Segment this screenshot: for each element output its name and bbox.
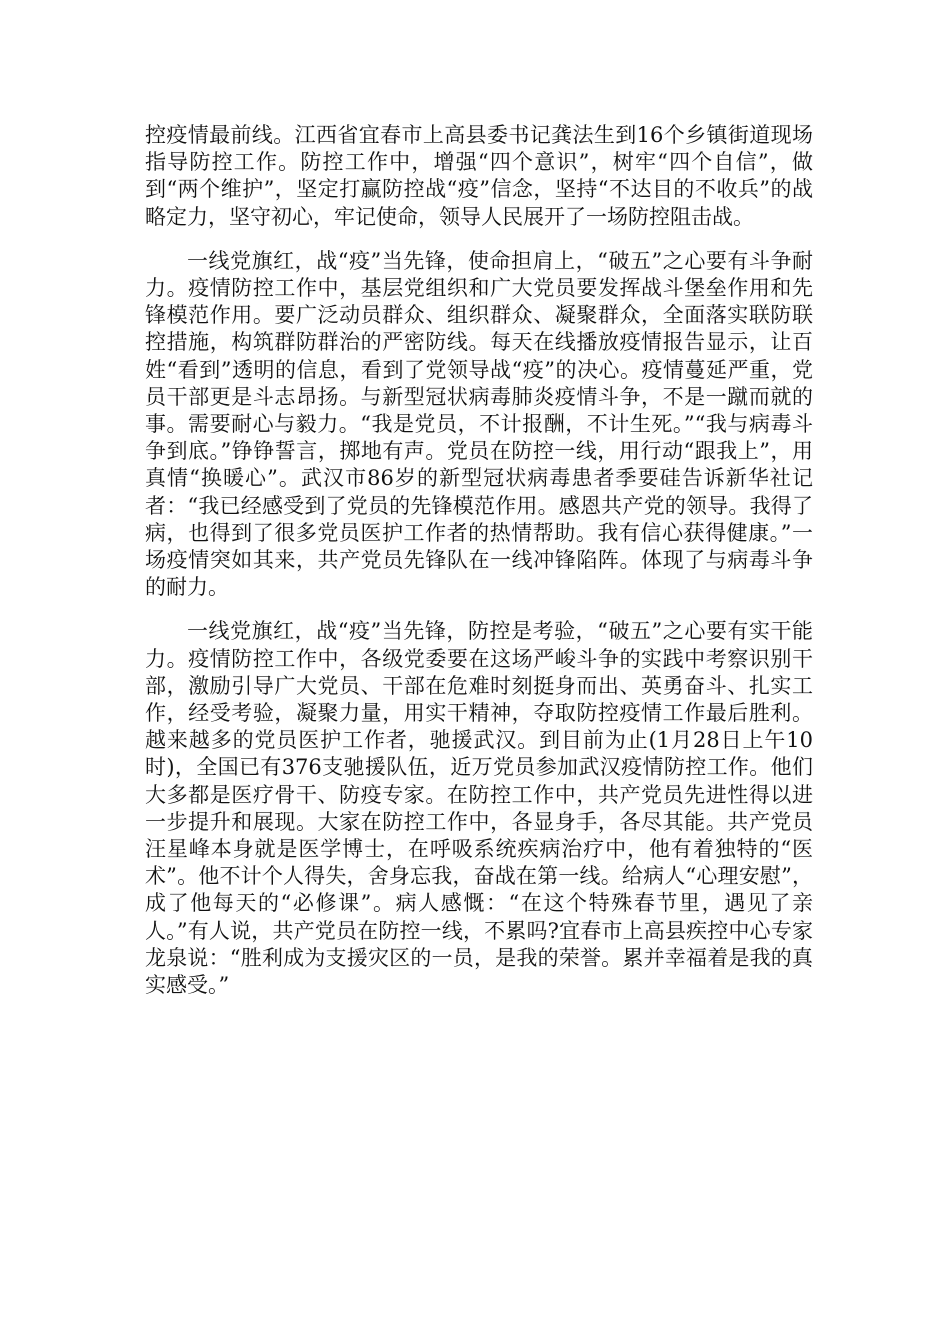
paragraph-2: 一线党旗红，战“疫”当先锋，使命担肩上，“破五”之心要有斗争耐力。疫情防控工作中，基层党组织和广大党员要发挥战斗堡垒作用和先锋模范作用。要广泛动员群众、组织群众、凝聚群众，全面落实联防联控措施，构筑群防群治的严密防线。每天在线播放疫情报告显示，让百姓“看到”透明的信息，看到了党领导战“疫”的决心。疫情蔓延严重，党员干部更是斗志昂扬。与新型冠状病毒肺炎疫情斗争，不是一蹴而就的事。需要耐心与毅力。“我是党员，不计报酬，不计生死。”“我与病毒斗争到底。”铮铮誓言，掷地有声。党员在防控一线，用行动“跟我上”，用真情“换暖心”。武汉市86岁的新型冠状病毒患者季要硅告诉新华社记者：“我已经感受到了党员的先锋模范作用。感恩共产党的领导。我得了病，也得到了很多党员医护工作者的热情帮助。我有信心获得健康。”一场疫情突如其来，共产党员先锋队在一线冲锋陷阵。体现了与病毒斗争的耐力。: [145, 248, 813, 600]
document-body: [145, 122, 813, 1016]
paragraph-1: 控疫情最前线。江西省宜春市上高县委书记龚法生到16个乡镇街道现场指导防控工作。防控工作中，增强“四个意识”，树牢“四个自信”，做到“两个维护”，坚定打赢防控战“疫”信念，坚持“不达目的不收兵”的战略定力，坚守初心，牢记使命，领导人民展开了一场防控阻击战。: [145, 123, 813, 229]
paragraph-3: 一线党旗红，战“疫”当先锋，防控是考验，“破五”之心要有实干能力。疫情防控工作中，各级党委要在这场严峻斗争的实践中考察识别干部，激励引导广大党员、干部在危难时刻挺身而出、英勇奋斗、扎实工作，经受考验，凝聚力量，用实干精神，夺取防控疫情工作最后胜利。越来越多的党员医护工作者，驰援武汉。到目前为止(1月28日上午10时)，全国已有376支驰援队伍，近万党员参加武汉疫情防控工作。他们大多都是医疗骨干、防疫专家。在防控工作中，共产党员先进性得以进一步提升和展现。大家在防控工作中，各显身手，各尽其能。共产党员汪星峰本身就是医学博士，在呼吸系统疾病治疗中，他有着独特的“医术”。他不计个人得失，舍身忘我，奋战在第一线。给病人“心理安慰”，成了他每天的“必修课”。病人感慨：“在这个特殊春节里，遇见了亲人。”有人说，共产党员在防控一线，不累吗?宜春市上高县疾控中心专家龙泉说：“胜利成为支援灾区的一员，是我的荣誉。累并幸福着是我的真实感受。”: [145, 619, 813, 998]
